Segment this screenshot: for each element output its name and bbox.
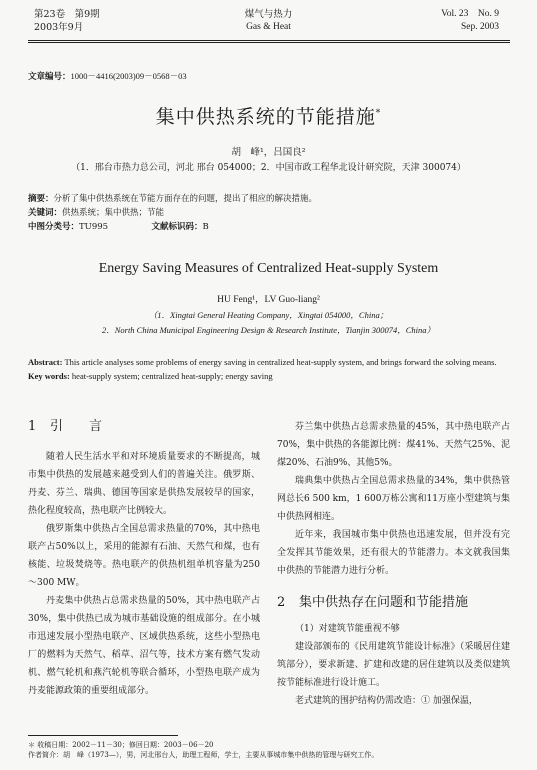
paragraph: 瑞典集中供热占全国总需求热量的34%，集中供热管网总长6 500 km，1 600万栋公寓和11万座小型建筑与集中供热网相连。 [277,476,510,522]
keywords-cn-label: 关键词： [28,208,63,218]
header-rule-2 [28,42,510,43]
right-column [277,418,510,710]
abstract-en [28,355,508,369]
paragraph: 丹麦集中供热占总需求热量的50%，其中热电联产占30%，集中供热已成为城市基础设施的组成部分。在小城市迅速发展小型热电联产、区域供热系统，这些小型热电厂的燃料为天然气、稻草、沼气等，技术方案有燃气发动机、燃气轮机和燕汽轮机等联合循环，小型热电联产成为丹麦能源政策的重要组成部分。 [28,596,260,696]
section-2-number: 2 [277,595,286,610]
publish-date-en: Sep. 2003 [461,22,499,32]
title-cn-text: 集中供热系统的节能措施 [155,106,376,128]
article-number [28,70,187,83]
title-footnote-mark: * [375,108,382,119]
doc-code-value: B [202,222,209,232]
abstract-en-label: Abstract: [28,357,63,367]
paragraph: 建设部颁布的《民用建筑节能设计标准》（采暖居住建筑部分），要求新建、扩建和改建的居住建筑以及类似建筑按节能标准进行设计施工。 [277,642,510,688]
footnote-rule [28,735,178,736]
keywords-en-text: heat-supply system; centralized heat-supply; energy saving [71,371,273,381]
clc-value: TU995 [79,222,109,232]
title-en: Energy Saving Measures of Centralized Heat-supply System [98,261,439,276]
keywords-cn-text: 供热系统；集中供热；节能 [62,208,165,218]
journal-name-cn: 煤气与热力 [244,9,293,20]
received-date: ＊ 收稿日期：2002－11－30；修回日期：2003－06－20 [28,741,214,749]
abstract-cn-block [28,192,508,234]
article-number-label: 文章编号： [28,72,71,82]
affiliation-en-1: （1．Xingtai General Heating Company，Xingtai 054000，China； [148,310,389,320]
affiliation-en-2: 2．North China Municipal Engineering Design & Research Institute，Tianjin 300074，China） [101,325,436,335]
paragraph: 芬兰集中供热占总需求热量的45%，其中热电联产占70%，集中供热的各能源比例：煤41%、天然气25%、泥煤20%、石油9%、其他5%。 [277,422,510,468]
abstract-cn [28,192,508,206]
subsection-heading: （1）对建筑节能重视不够 [295,624,400,634]
clc-label: 中图分类号： [28,222,80,232]
classification-line [28,220,508,234]
volume-issue-en: Vol. 23 No. 9 [441,9,499,19]
paragraph: 老式建筑的围护结构仍需改造：① 加强保温， [295,696,478,706]
left-column [28,418,260,700]
keywords-en [28,369,508,383]
paragraph: 俄罗斯集中供热占全国总需求热量的70%，其中热电联产占50%以上，采用的能源有石油、天然气和煤，也有核能、垃圾焚烧等。热电联产的供热机组单机容量为250～300 MW。 [28,524,260,588]
section-1-number: 1 [28,419,37,434]
header-rule [28,40,510,41]
section-2-heading [277,594,510,612]
volume-issue: 第23卷 第9期 [34,9,100,20]
article-number-value: 1000－4416(2003)09－0568－03 [70,71,187,81]
abstract-en-text: This article analyses some problems of energy saving in centralized heat-supply system, and brings forward the solving means. [64,357,497,367]
paragraph: 近年来，我国城市集中供热也迅速发展，但并没有完全发挥其节能效果，还有很大的节能潜力。本文就我国集中供热的节能潜力进行分析。 [277,530,510,576]
doc-code-label: 文献标识码： [151,222,203,232]
abstract-cn-label: 摘要： [28,194,54,204]
abstract-cn-text: 分析了集中供热系统在节能方面存在的问题，提出了相应的解决措施。 [53,194,318,204]
section-2-title: 集中供热存在问题和节能措施 [299,595,469,610]
section-1-title: 引 言 [50,419,103,434]
authors-cn: 胡 峰¹，吕国良² [231,147,306,158]
abstract-en-block [28,355,508,383]
title-cn [0,102,537,129]
authors-en: HU Feng¹，LV Guo-liang² [217,295,320,305]
section-1-heading [28,418,260,436]
keywords-cn [28,206,508,220]
journal-name-en: Gas & Heat [246,22,291,32]
publish-date: 2003年9月 [34,22,84,33]
affiliations-cn: （1．邢台市热力总公司，河北 邢台 054000；2．中国市政工程华北设计研究院，天津 300074） [71,163,466,173]
paragraph: 随着人民生活水平和对环境质量要求的不断提高，城市集中供热的发展越来越受到人们的普遍关注。俄罗斯、丹麦、芬兰、瑞典、德国等国家是供热发展较早的国家，热化程度较高，热电联产比例较大。 [28,452,260,516]
footnote [28,740,510,760]
author-bio: 作者简介：胡 峰（1973—），男，河北邢台人，助理工程师，学士，主要从事城市集中供热的管理与研究工作。 [28,751,379,759]
journal-issue-right [441,8,499,34]
keywords-en-label: Key words: [28,371,70,381]
